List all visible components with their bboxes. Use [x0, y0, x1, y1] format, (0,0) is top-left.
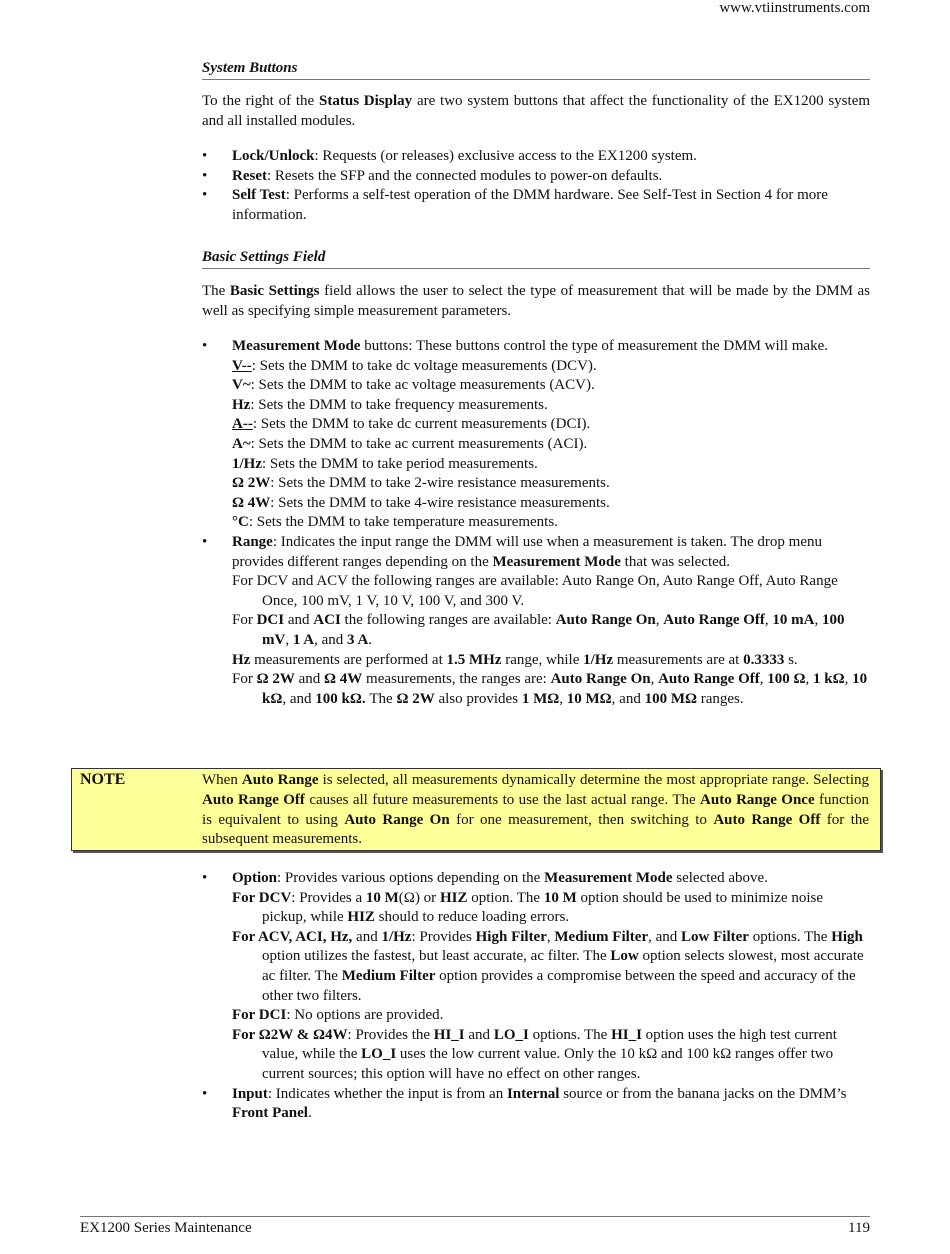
- mode-temperature: °C: Sets the DMM to take temperature measurements.: [232, 514, 558, 531]
- system-buttons-section: [202, 60, 870, 225]
- basic-settings-list: [202, 337, 870, 709]
- system-buttons-intro: To the right of the Status Display are two system buttons that affect the functionality of the EX1200 system and all installed modules.: [202, 93, 871, 129]
- basic-settings-section: [202, 249, 870, 709]
- mode-ohm-2w: Ω 2W: Sets the DMM to take 2-wire resistance measurements.: [232, 475, 610, 492]
- range-dcv-acv: For DCV and ACV the following ranges are available: Auto Range On, Auto Range Off, Auto Range Once, 100 mV, 1 V, 10 V, 100 V, and 300 V.: [232, 573, 838, 609]
- range-dci-aci: For DCI and ACI the following ranges are available: Auto Range On, Auto Range Off, 10 mA, 100 mV, 1 A, and 3 A.: [232, 612, 845, 648]
- footer-rule: [80, 1216, 870, 1217]
- header-url: www.vtiinstruments.com: [719, 0, 870, 16]
- list-item-self-test: • Self Test: Performs a self-test operation of the DMM hardware. See Self-Test in Section 4 for more information.: [202, 187, 828, 223]
- mode-period: 1/Hz: Sets the DMM to take period measurements.: [232, 455, 538, 472]
- list-item-reset: • Reset: Resets the SFP and the connected modules to power-on defaults.: [202, 167, 663, 184]
- note-label: NOTE: [80, 771, 126, 788]
- footer-title: EX1200 Series Maintenance: [80, 1220, 252, 1236]
- system-buttons-list: [202, 147, 870, 225]
- mode-hz: Hz: Sets the DMM to take frequency measurements.: [232, 396, 548, 413]
- mode-dcv: V--: Sets the DMM to take dc voltage measurements (DCV).: [232, 357, 597, 374]
- range-ohm: For Ω 2W and Ω 4W measurements, the ranges are: Auto Range On, Auto Range Off, 100 Ω, 1 kΩ, 10 kΩ, and 100 kΩ. The Ω 2W also provides 1 MΩ, 10 MΩ, and 100 MΩ ranges.: [232, 671, 868, 707]
- basic-settings-intro: The Basic Settings field allows the user to select the type of measurement that will be made by the DMM as well as specifying simple measurement parameters.: [202, 283, 871, 319]
- list-item-option: • Option: Provides various options depending on the Measurement Mode selected above. For DCV: Provides a 10 M(Ω) or HIZ option. The 10 M option should be used to minimize noise pickup, while HIZ should to reduce loading errors. For ACV, ACI, Hz, and 1/Hz: Provides High Filter, Medium Filter, and Low Filter options. The High option utilizes the fastest, but least accurate, ac filter. The Low option selects slowest, most accurate ac filter. The Medium Filter option provides a compromise between the speed and accuracy of the other two filters. For DCI: No options are provided. For Ω2W & Ω4W: Provides the HI_I and LO_I options. The HI_I option uses the high test current value, while the LO_I uses the low current value. Only the 10 kΩ and 100 kΩ ranges offer two current sources; this option will have no effect on other ranges.: [202, 869, 870, 1085]
- list-item-range: • Range: Indicates the input range the DMM will use when a measurement is taken. The drop menu provides different ranges depending on the Measurement Mode that was selected. For DCV and ACV the following ranges are available: Auto Range On, Auto Range Off, Auto Range Once, 100 mV, 1 V, 10 V, 100 V, and 300 V. For DCI and ACI the following ranges are available: Auto Range On, Auto Range Off, 10 mA, 100 mV, 1 A, and 3 A. Hz measurements are performed at 1.5 MHz range, while 1/Hz measurements are at 0.3333 s. For Ω 2W and Ω 4W measurements, the ranges are: Auto Range On, Auto Range Off, 100 Ω, 1 kΩ, 10 kΩ, and 100 kΩ. The Ω 2W also provides 1 MΩ, 10 MΩ, and 100 MΩ ranges.: [202, 533, 870, 709]
- list-item-input: • Input: Indicates whether the input is from an Internal source or from the banana jacks on the DMM’s Front Panel.: [202, 1085, 847, 1122]
- range-hz: Hz measurements are performed at 1.5 MHz range, while 1/Hz measurements are at 0.3333 s.: [232, 651, 798, 668]
- option-ohm: For Ω2W & Ω4W: Provides the HI_I and LO_I options. The HI_I option uses the high test current value, while the LO_I uses the low current value. Only the 10 kΩ and 100 kΩ ranges offer two current sources; this option will have no effect on other ranges.: [232, 1026, 837, 1082]
- mode-ohm-4w: Ω 4W: Sets the DMM to take 4-wire resistance measurements.: [232, 494, 610, 511]
- section-title-system-buttons: System Buttons: [202, 60, 870, 80]
- mode-aci: A~: Sets the DMM to take ac current measurements (ACI).: [232, 435, 588, 452]
- option-list: [202, 869, 870, 1124]
- note-box: [71, 768, 881, 851]
- option-dcv: For DCV: Provides a 10 M(Ω) or HIZ option. The 10 M option should be used to minimize noise pickup, while HIZ should to reduce loading errors.: [232, 889, 823, 926]
- option-section: [202, 869, 870, 1124]
- mode-dci: A--: Sets the DMM to take dc current measurements (DCI).: [232, 416, 591, 433]
- mode-acv: V~: Sets the DMM to take ac voltage measurements (ACV).: [232, 377, 595, 394]
- section-title-basic-settings: Basic Settings Field: [202, 249, 870, 269]
- option-dci: For DCI: No options are provided.: [232, 1007, 444, 1024]
- note-text: When Auto Range is selected, all measurements dynamically determine the most appropriate range. Selecting Auto Range Off causes all future measurements to use the last actual range. The Auto Range Once function is equivalent to using Auto Range On for one measurement, then switching to Auto Range Off for the subsequent measurements.: [202, 772, 870, 848]
- list-item-lock-unlock: • Lock/Unlock: Requests (or releases) exclusive access to the EX1200 system.: [202, 148, 697, 164]
- list-item-measurement-mode: • Measurement Mode buttons: These buttons control the type of measurement the DMM will make. V--: Sets the DMM to take dc voltage measurements (DCV). V~: Sets the DMM to take ac voltage measurements (ACV). Hz: Sets the DMM to take frequency measurements. A--: Sets the DMM to take dc current measurements (DCI). A~: Sets the DMM to take ac current measurements (ACI). 1/Hz: Sets the DMM to take period measurements. Ω 2W: Sets the DMM to take 2-wire resistance measurements. Ω 4W: Sets the DMM to take 4-wire resistance measurements. °C: Sets the DMM to take temperature measurements.: [202, 337, 870, 533]
- option-acv: For ACV, ACI, Hz, and 1/Hz: Provides High Filter, Medium Filter, and Low Filter options. The High option utilizes the fastest, but least accurate, ac filter. The Low option selects slowest, most accurate ac filter. The Medium Filter option provides a compromise between the speed and accuracy of the other two filters.: [232, 928, 864, 1004]
- page-number: 119: [848, 1220, 870, 1236]
